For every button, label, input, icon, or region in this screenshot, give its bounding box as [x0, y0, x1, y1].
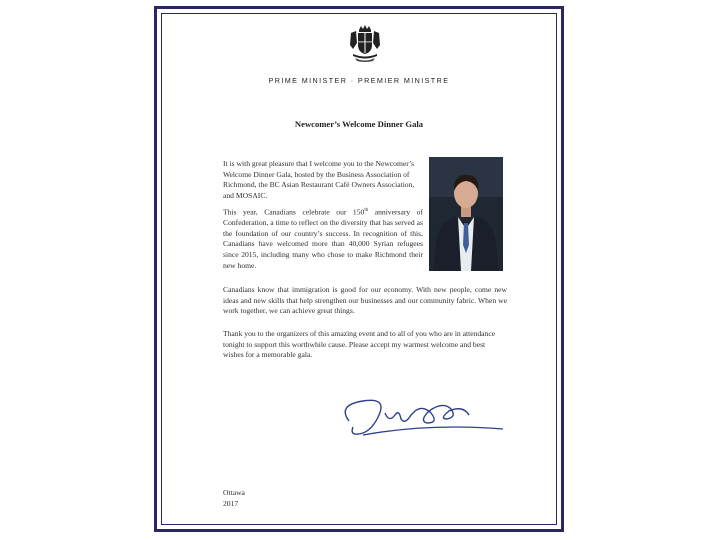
ordinal-suffix: th [364, 208, 369, 213]
paragraph-immigration: Canadians know that immigration is good for our economy. With new people, come new ideas and new skills that help strengthen our businesses and our community fabric. When we work together, we can achieve great things. [223, 285, 507, 316]
paragraph-confederation [223, 206, 423, 271]
paragraph-thanks: Thank you to the organizers of this amazing event and to all of you who are in attendance tonight to support this worthwhile cause. Please accept my warmest welcome and best wishes for a memorable gala. [223, 329, 496, 360]
paragraph-welcome: It is with great pleasure that I welcome you to the Newcomer’s Welcome Dinner Gala, hosted by the Business Association of Richmond, the BC Asian Restaurant Café Owners Association, and MOSAIC. [223, 159, 415, 200]
signing-year: 2017 [223, 498, 239, 508]
signing-place-and-year [223, 488, 245, 509]
paragraph-confederation-part1: This year, Canadians celebrate our 150 [223, 207, 365, 217]
coat-of-arms-icon [347, 23, 383, 63]
signature [339, 393, 509, 441]
office-heading: PRIME MINISTER · PREMIER MINISTRE [268, 76, 450, 85]
portrait-photo [429, 157, 503, 271]
paragraph-confederation-part2: anniversary of Confederation, a time to reflect on the diversity that has served as the foundation of our country’s success. In recognition of this, Canadians have welcomed more than 40,000 Syrian refugees since 2015, including many who chose to make Richmond their new home. [223, 207, 423, 270]
letter-page [154, 6, 564, 532]
letter-title: Newcomer’s Welcome Dinner Gala [294, 119, 424, 129]
signing-place: Ottawa [223, 488, 245, 497]
